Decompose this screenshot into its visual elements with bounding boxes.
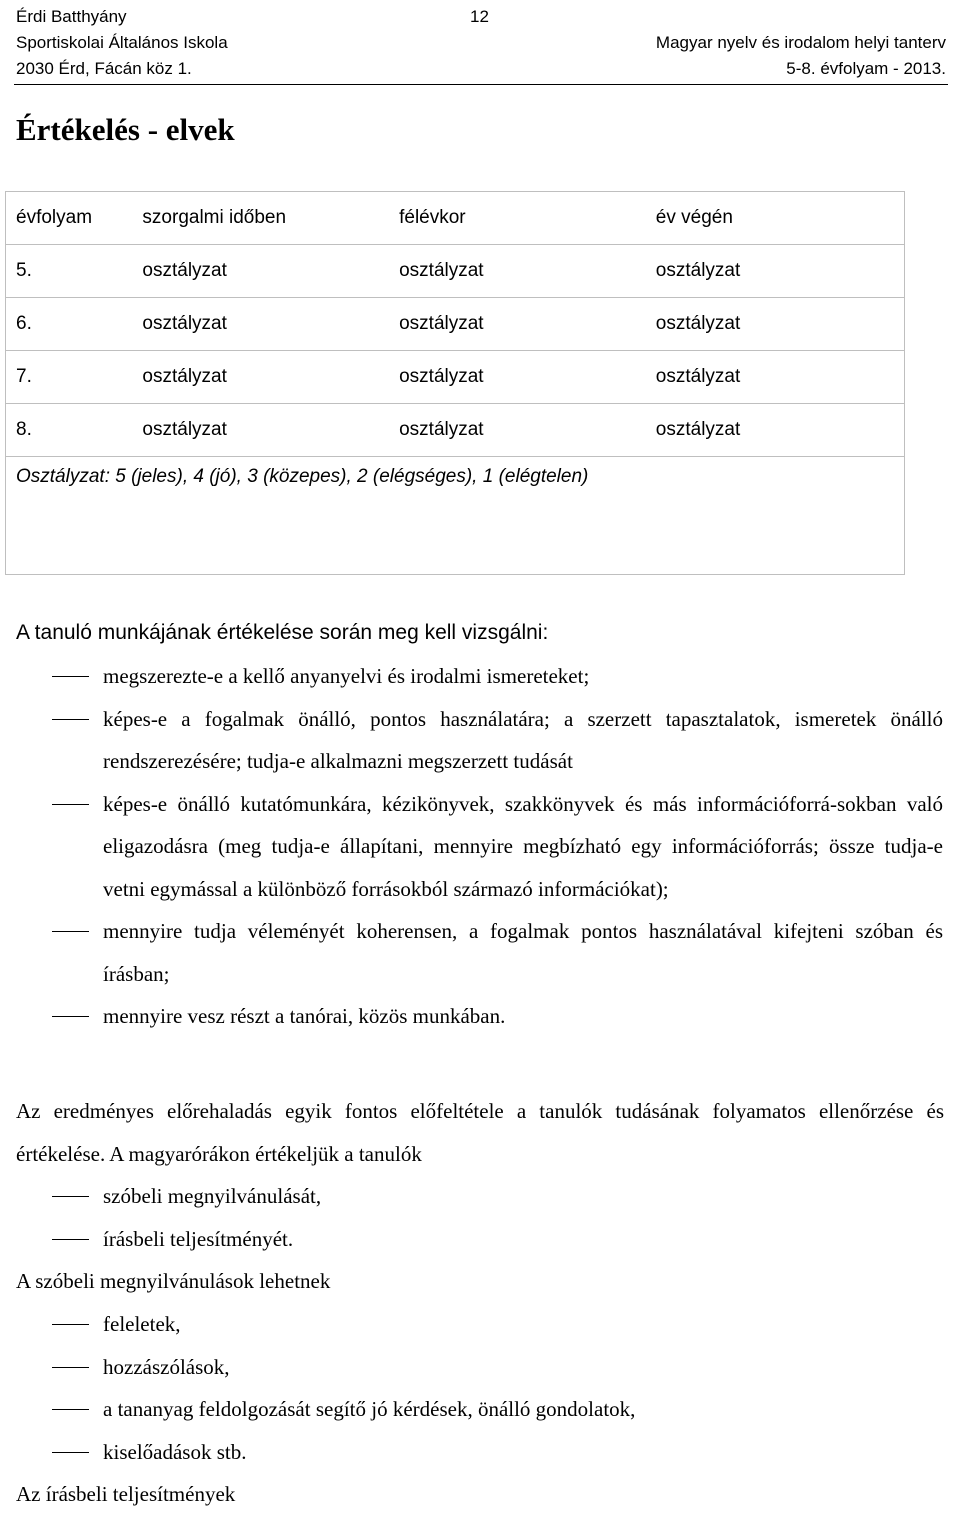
list-item	[0, 655, 960, 698]
oral-list	[0, 1303, 960, 1473]
grade-scale-note: Osztályzat: 5 (jeles), 4 (jó), 3 (közepes), 2 (elégséges), 1 (elégtelen)	[6, 457, 905, 575]
dash-bullet-icon	[52, 1452, 89, 1453]
list-item-text: írásbeli teljesítményét.	[103, 1226, 294, 1251]
table-cell: 7.	[6, 351, 133, 404]
table-cell: osztályzat	[389, 404, 646, 457]
list-item	[0, 995, 960, 1038]
list-item	[0, 1175, 960, 1218]
list-item	[0, 1388, 960, 1431]
dash-bullet-icon	[52, 1409, 89, 1410]
list-item-text: megszerezte-e a kellő anyanyelvi és irodalmi ismereteket;	[103, 664, 590, 688]
table-cell: 6.	[6, 298, 133, 351]
page-number: 12	[470, 7, 489, 26]
table-cell: osztályzat	[132, 351, 389, 404]
table-cell: osztályzat	[646, 245, 905, 298]
dash-bullet-icon	[52, 1367, 89, 1368]
assessment-list	[0, 1175, 960, 1260]
table-header-cell: évfolyam	[6, 192, 133, 245]
table-row	[6, 404, 905, 457]
table-cell: osztályzat	[132, 245, 389, 298]
table-note-row	[6, 457, 905, 575]
header-school-type: Sportiskolai Általános Iskola	[16, 33, 228, 52]
table-cell: osztályzat	[132, 298, 389, 351]
list-item-text: képes-e önálló kutatómunkára, kézikönyvek, szakkönyvek és más információforrá-sokban való eligazodásra (meg tudja-e állapítani, mennyire megbízható egy információforrás; össze tudja-e vetni egymással a különböző forrásokból származó információkat);	[103, 791, 943, 901]
table-header-cell: év végén	[646, 192, 905, 245]
list-item	[0, 783, 960, 911]
list-item-text: képes-e a fogalmak önálló, pontos használatára; a szerzett tapasztalatok, ismeretek önálló rendszerezésére; tudja-e alkalmazni megszerzett tudását	[103, 706, 943, 773]
list-item-text: a tananyag feldolgozását segítő jó kérdések, önálló gondolatok,	[103, 1397, 636, 1421]
dash-bullet-icon	[52, 676, 89, 677]
grade-table	[5, 191, 905, 575]
list-item-text: feleletek,	[103, 1312, 181, 1336]
list-item	[0, 1346, 960, 1389]
oral-intro: A szóbeli megnyilvánulások lehetnek	[16, 1269, 331, 1293]
header-document-block	[656, 30, 946, 82]
list-item	[0, 1431, 960, 1474]
dash-bullet-icon	[52, 1016, 89, 1017]
table-cell: osztályzat	[389, 351, 646, 404]
table-cell: 5.	[6, 245, 133, 298]
table-cell: osztályzat	[646, 404, 905, 457]
table-cell: osztályzat	[389, 245, 646, 298]
list-item	[0, 698, 960, 783]
list-item-text: kiselőadások stb.	[103, 1439, 247, 1464]
dash-bullet-icon	[52, 719, 89, 720]
dash-bullet-icon	[52, 1196, 89, 1197]
dash-bullet-icon	[52, 1239, 89, 1240]
table-row	[6, 298, 905, 351]
criteria-intro: A tanuló munkájának értékelése során meg kell vizsgálni:	[16, 621, 549, 644]
table-cell: 8.	[6, 404, 133, 457]
table-row	[6, 351, 905, 404]
header-document-title: Magyar nyelv és irodalom helyi tanterv	[655, 33, 946, 52]
header-school-block	[16, 4, 228, 82]
header-document-grades: 5-8. évfolyam - 2013.	[786, 59, 946, 78]
list-item-text: szóbeli megnyilvánulását,	[103, 1184, 322, 1208]
header-school-name: Érdi Batthyány	[16, 7, 127, 26]
written-intro: Az írásbeli teljesítmények	[16, 1482, 236, 1506]
section-heading: Értékelés - elvek	[16, 112, 235, 147]
list-item	[0, 1303, 960, 1346]
list-item	[0, 910, 960, 995]
list-item-text: mennyire vesz részt a tanórai, közös munkában.	[103, 1004, 506, 1028]
list-item	[0, 1218, 960, 1261]
header-divider	[14, 84, 948, 85]
table-cell: osztályzat	[646, 351, 905, 404]
table-cell: osztályzat	[389, 298, 646, 351]
table-row	[6, 245, 905, 298]
dash-bullet-icon	[52, 1324, 89, 1325]
table-header-cell: szorgalmi időben	[132, 192, 389, 245]
table-cell: osztályzat	[646, 298, 905, 351]
list-item-text: mennyire tudja véleményét koherensen, a fogalmak pontos használatával kifejteni szóban és írásban;	[103, 919, 943, 986]
criteria-list	[0, 655, 960, 1038]
table-header-cell: félévkor	[389, 192, 646, 245]
dash-bullet-icon	[52, 804, 89, 805]
list-item-text: hozzászólások,	[103, 1354, 230, 1379]
assessment-paragraph: Az eredményes előrehaladás egyik fontos előfeltétele a tanulók tudásának folyamatos ellenőrzése és értékelése. A magyarórákon értékeljük a tanulók	[16, 1099, 944, 1166]
table-cell: osztályzat	[132, 404, 389, 457]
header-school-address: 2030 Érd, Fácán köz 1.	[16, 59, 192, 78]
table-header-row	[6, 192, 905, 245]
dash-bullet-icon	[52, 931, 89, 932]
